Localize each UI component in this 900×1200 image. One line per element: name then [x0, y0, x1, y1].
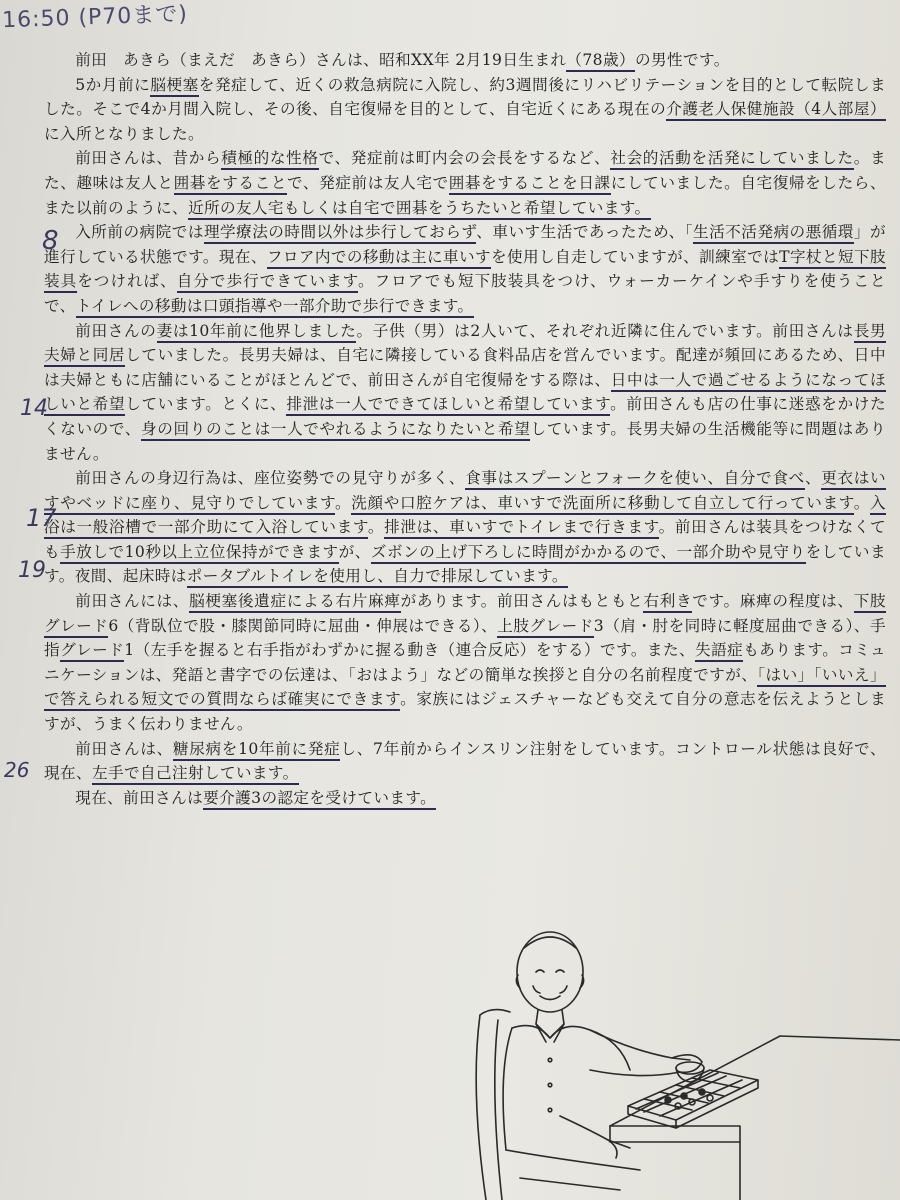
- text-run: を発症して、近くの救急病院に入院し、約3週間後にリハビリテーションを目的として転院しました。そこで4か月間入院し、その後、自宅復帰を目的として、自宅近くにある現在の: [44, 75, 887, 119]
- underlined-text: 脳梗塞: [150, 76, 198, 97]
- text-run: もあります。コミュニケーションは、発語と書字での伝達は、「おはよう」などの簡単な挨拶と自分の名前程度ですが、: [44, 641, 887, 684]
- underlined-text: 社会的活動を活発にしていました: [610, 149, 853, 170]
- underlined-text: ズボンの上げ下ろしに時間がかかるので、一部介助や見守り: [371, 543, 806, 564]
- text-run: 。: [853, 493, 871, 512]
- underlined-text: 失語症: [695, 641, 743, 662]
- margin-note-8: 8: [42, 226, 59, 256]
- underlined-text: 糖尿病を10年前に発症: [173, 740, 341, 761]
- text-run: をつければ、: [77, 272, 177, 291]
- underlined-text: 左手で自己注射しています。: [92, 764, 299, 785]
- text-run: があります。前田さんはもともと: [400, 592, 644, 611]
- underlined-text: 入浴は一般浴槽で一部介助にて入浴しています: [44, 494, 886, 540]
- underlined-text: 理学療法の時間以外は歩行しておらず: [204, 223, 476, 244]
- underlined-text: 長男夫婦と同居: [44, 322, 886, 368]
- underlined-text: 排泄は、車いすでトイレまで行きます: [384, 518, 659, 539]
- elderly-man-playing-go-illustration: [440, 920, 900, 1200]
- text-run: 、車いす生活であったため、「: [476, 223, 693, 242]
- text-run: 。前田さんも店の仕事に迷惑をかけたくないので、: [44, 395, 886, 438]
- text-run: 。家族にはジェスチャーなども交えて自分の意志を伝えようとしますが、うまく伝わりません。: [44, 690, 886, 734]
- underlined-text: トイレへの移動は口頭指導や一部介助で歩行できます。: [76, 297, 474, 318]
- underlined-text: グレード: [60, 641, 124, 662]
- paragraph: [44, 146, 886, 220]
- text-run: 。前田さんは装具をつけなくても: [44, 518, 886, 561]
- text-run: で、発症前は友人宅で: [287, 173, 449, 192]
- underlined-text: 下肢グレード: [44, 592, 886, 638]
- case-text-body: [44, 48, 886, 810]
- paragraph: [44, 220, 886, 318]
- underlined-text: ポータブルトイレを使用し、自力で排尿しています。: [187, 567, 568, 588]
- underlined-text: 上肢グレード: [497, 617, 594, 638]
- text-run: し、7年前からインスリン注射をしています。コントロール状態は良好で、現在、: [44, 739, 886, 783]
- underlined-text: 「はい」「いいえ」で答えられる短文での質問ならば確実にできます: [44, 666, 886, 712]
- underlined-text: フロア内での移動は主に車いす: [267, 248, 491, 269]
- margin-note-17: 17: [26, 504, 57, 532]
- text-run: しています。長男夫婦の生活機能等に問題はありません。: [44, 419, 886, 463]
- text-run: 前田さんの: [75, 321, 157, 340]
- margin-note-14: 14: [20, 396, 48, 421]
- paragraph: [44, 73, 886, 147]
- text-run: 」が進行している状態です。現在、: [44, 223, 886, 266]
- paragraph: [44, 319, 886, 467]
- text-run: 前田 あきら（まえだ あきら）さんは、昭和XX年 2月19日生まれ: [75, 51, 567, 69]
- underlined-text: 要介護3の認定を受けています。: [203, 789, 436, 810]
- paragraph: [44, 737, 886, 786]
- paragraph: [44, 589, 886, 737]
- paragraph: [44, 48, 886, 73]
- underlined-text: 手放しで10秒以上立位保持ができます: [60, 543, 339, 564]
- text-run: していました。長男夫婦は、自宅に隣接している食料品店を営んでいます。配達が頻回にあるため、日中は夫婦ともに店舗にいることがほとんどで、前田さんが自宅復帰をする際は、: [44, 346, 886, 389]
- text-run: 現在、前田さんは: [75, 788, 204, 807]
- text-run: が、: [338, 542, 371, 561]
- text-run: 3（肩・肘を同時に軽度屈曲できる）、手指: [44, 616, 886, 660]
- text-run: をしています。夜間、起床時は: [44, 542, 886, 586]
- text-run: の男性です。: [634, 51, 730, 69]
- text-run: 入所前の病院では: [75, 223, 204, 242]
- underlined-text: 更衣はいすやベッドに座り、見守りでしています: [44, 469, 886, 515]
- text-run: 前田さんは、: [75, 739, 173, 758]
- text-run: 。: [335, 493, 352, 512]
- underlined-text: 脳梗塞後遺症による右片麻痺: [189, 592, 401, 613]
- text-run: です。麻痺の程度は、: [692, 592, 854, 611]
- text-run: 。子供（男）は2人いて、それぞれ近隣に住んでいます。前田さんは: [356, 321, 854, 340]
- text-run: しています。とくに、: [125, 395, 287, 414]
- text-run: で、発症前は町内会の会長をするなど、: [318, 149, 611, 168]
- underlined-text: 右利き: [643, 592, 692, 613]
- text-run: 。また、趣味は友人と: [44, 149, 886, 192]
- underlined-text: 日中は一人で過ごせるようになってほしいと希望: [44, 371, 886, 417]
- underlined-text: 近所の友人宅もしくは自宅で囲碁をうちたいと希望しています。: [188, 199, 651, 220]
- underlined-text: （78歳）: [566, 51, 635, 72]
- text-run: に入所となりました。: [44, 124, 204, 143]
- paragraph: [44, 466, 886, 589]
- text-run: 5か月前に: [75, 75, 151, 94]
- paragraph: [44, 786, 886, 811]
- text-run: 。フロアでも短下肢装具をつけ、ウォーカーケインや手すりを使うことで、: [44, 272, 886, 315]
- text-run: 1（左手を握ると右手指がわずかに握る動き（連合反応）をする）です。また、: [124, 641, 696, 660]
- underlined-text: 介護老人保健施設（4人部屋）: [666, 100, 886, 121]
- handwritten-header-note: 16:50 (P70まで): [1, 1, 189, 34]
- underlined-text: 食事はスプーンとフォークを使い、自分で食べ: [465, 469, 805, 490]
- text-run: 。: [367, 518, 385, 537]
- text-run: 前田さんには、: [75, 592, 190, 611]
- chair-back-icon: [476, 1015, 486, 1200]
- text-run: 前田さんの身辺行為は、座位姿勢での見守りが多く、: [75, 469, 466, 488]
- underlined-text: 囲碁をすることを日課: [449, 174, 611, 195]
- underlined-text: 洗顔や口腔ケアは、車いすで洗面所に移動して自立して行っています: [351, 494, 854, 515]
- underlined-text: 自分で歩行できています: [177, 272, 358, 293]
- underlined-text: T字杖と短下肢装具: [44, 248, 886, 294]
- underlined-text: 生活不活発病の悪循環: [693, 223, 854, 244]
- text-run: 前田さんは、昔から: [75, 149, 222, 168]
- underlined-text: 妻は10年前に他界しました: [157, 322, 357, 343]
- underlined-text: 囲碁をすること: [174, 174, 287, 195]
- margin-note-19: 19: [18, 558, 46, 583]
- underlined-text: 排泄は一人でできてほしいと希望しています: [286, 395, 610, 416]
- text-run: 6（背臥位で股・膝関節同時に屈曲・伸展はできる）、: [108, 616, 498, 635]
- text-run: 、: [804, 469, 822, 488]
- underlined-text: 身の回りのことは一人でやれるようになりたいと希望: [141, 420, 530, 441]
- margin-note-26: 26: [4, 758, 30, 782]
- underlined-text: 積極的な性格: [221, 149, 318, 170]
- text-run: にしていました。自宅復帰をしたら、また以前のように、: [44, 173, 886, 217]
- text-run: を使用し自走していますが、訓練室では: [491, 247, 780, 266]
